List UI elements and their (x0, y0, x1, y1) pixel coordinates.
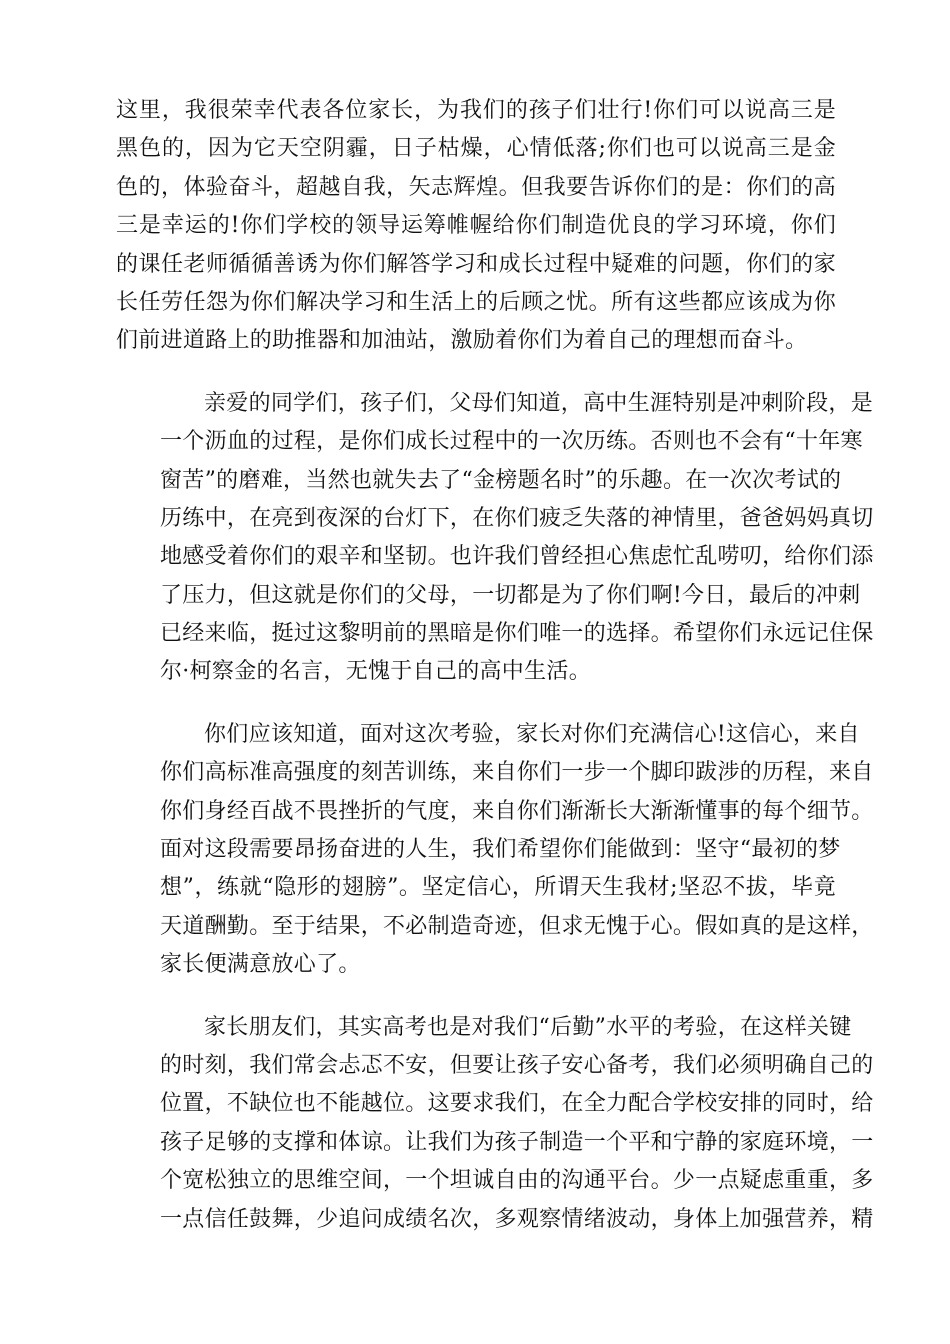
text-line: 的课任老师循循善诱为你们解答学习和成长过程中疑难的问题，你们的家 (116, 251, 836, 277)
text-line: 孩子足够的支撑和体谅。让我们为孩子制造一个平和宁静的家庭环境，一 (160, 1129, 874, 1155)
text-line: 了压力，但这就是你们的父母，一切都是为了你们啊!今日，最后的冲刺 (160, 582, 861, 608)
text-line: 长任劳任怨为你们解决学习和生活上的后顾之忧。所有这些都应该成为你 (116, 289, 836, 315)
text-line: 们前进道路上的助推器和加油站，激励着你们为着自己的理想而奋斗。 (116, 328, 808, 354)
text-line: 这里，我很荣幸代表各位家长，为我们的孩子们壮行!你们可以说高三是 (116, 98, 836, 123)
document-page (116, 92, 874, 1263)
text-line: 位置，不缺位也不能越位。这要求我们，在全力配合学校安排的同时，给 (160, 1091, 874, 1117)
text-line: 黑色的，因为它天空阴霾，日子枯燥，心情低落;你们也可以说高三是金 (116, 136, 836, 162)
text-line: 的时刻，我们常会忐忑不安，但要让孩子安心备考，我们必须明确自己的 (160, 1052, 874, 1078)
paragraph-1 (116, 92, 836, 361)
text-line: 已经来临，挺过这黎明前的黑暗是你们唯一的选择。希望你们永远记住保 (160, 621, 874, 647)
paragraph-3 (116, 716, 874, 985)
text-line: 三是幸运的!你们学校的领导运筹帷幄给你们制造优良的学习环境，你们 (116, 213, 836, 239)
text-line: 家长便满意放心了。 (160, 952, 361, 978)
text-line: 尔·柯察金的名言，无愧于自己的高中生活。 (160, 659, 591, 685)
text-line: 想”，练就“隐形的翅膀”。坚定信心，所谓天生我材;坚忍不拔，毕竟 (160, 875, 836, 901)
text-line: 地感受着你们的艰辛和坚韧。也许我们曾经担心焦虑忙乱唠叨，给你们添 (160, 544, 874, 570)
text-line: 面对这段需要昂扬奋进的人生，我们希望你们能做到：坚守“最初的梦 (160, 837, 841, 863)
text-line: 窗苦”的磨难，当然也就失去了“金榜题名时”的乐趣。在一次次考试的 (160, 467, 842, 493)
text-line: 亲爱的同学们，孩子们，父母们知道，高中生涯特别是冲刺阶段，是 (204, 390, 874, 416)
text-line: 个宽松独立的思维空间，一个坦诚自由的沟通平台。少一点疑虑重重，多 (160, 1168, 874, 1194)
paragraph-4 (116, 1009, 874, 1239)
text-line: 你们高标准高强度的刻苦训练，来自你们一步一个脚印跋涉的历程，来自 (160, 760, 874, 786)
text-line: 家长朋友们，其实高考也是对我们“后勤”水平的考验，在这样关键 (204, 1014, 852, 1040)
text-line: 天道酬勤。至于结果，不必制造奇迹，但求无愧于心。假如真的是这样， (160, 913, 874, 939)
text-line: 你们身经百战不畏挫折的气度，来自你们渐渐长大渐渐懂事的每个细节。 (160, 798, 874, 824)
text-line: 一点信任鼓舞，少追问成绩名次，多观察情绪波动，身体上加强营养，精 (160, 1206, 874, 1232)
text-line: 一个沥血的过程，是你们成长过程中的一次历练。否则也不会有“十年寒 (160, 429, 863, 455)
text-line: 你们应该知道，面对这次考验，家长对你们充满信心!这信心，来自 (204, 721, 860, 747)
text-line: 历练中，在亮到夜深的台灯下，在你们疲乏失落的神情里，爸爸妈妈真切 (160, 505, 874, 531)
text-line: 色的，体验奋斗，超越自我，矢志辉煌。但我要告诉你们的是：你们的高 (116, 174, 836, 200)
paragraph-2 (116, 385, 874, 692)
